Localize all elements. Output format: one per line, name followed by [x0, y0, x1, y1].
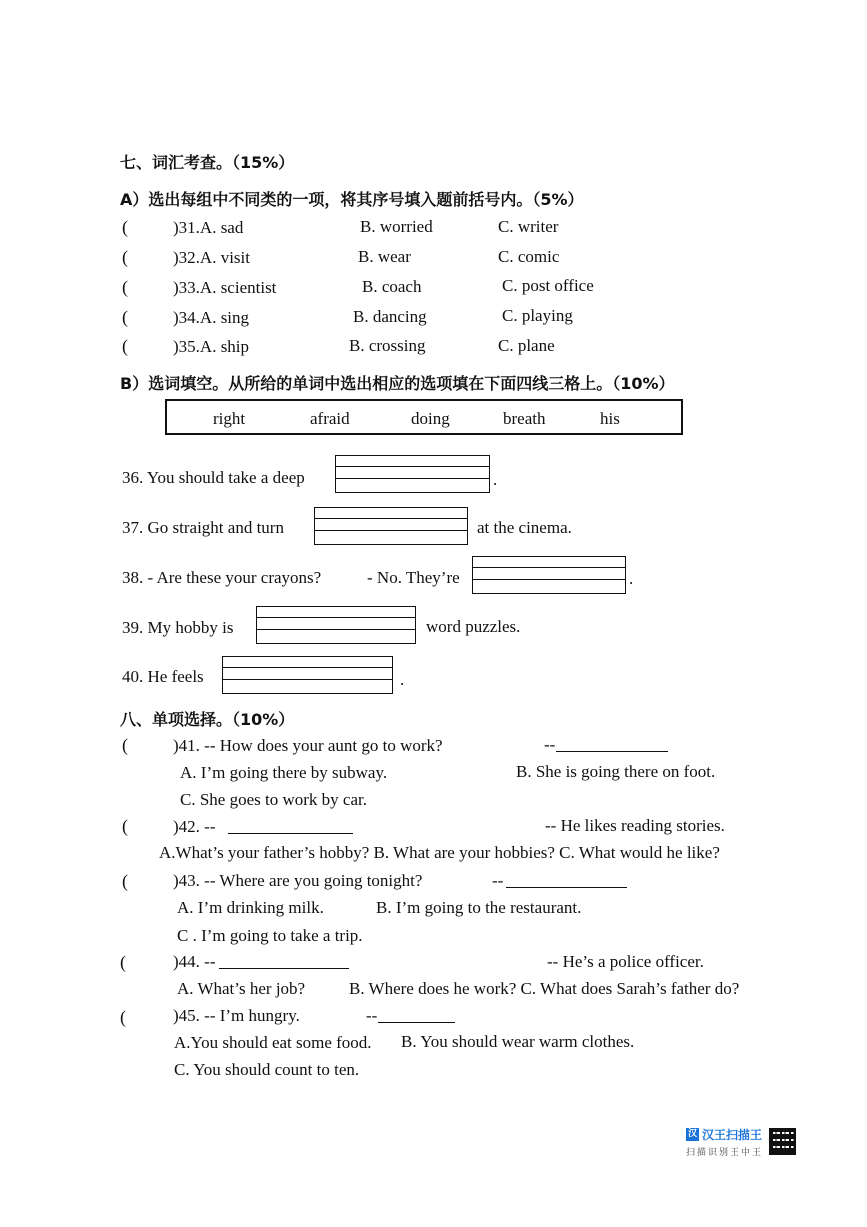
answer-paren[interactable]: ( [120, 952, 126, 972]
option-c: C. playing [502, 306, 573, 325]
option-b: B. She is going there on foot. [516, 762, 716, 781]
question-text: )34.A. sing [173, 308, 250, 327]
word-bank-item: right [213, 409, 246, 428]
question-44-text: )44. -- [173, 952, 216, 971]
option-c: C. plane [498, 336, 555, 355]
answer-paren[interactable]: ( [122, 871, 128, 891]
option-b: B. worried [360, 217, 433, 236]
question-36-text: 36. You should take a deep [122, 468, 305, 487]
option-b: B. wear [358, 247, 411, 266]
question-36-end: . [493, 470, 498, 489]
word-bank-item: doing [411, 409, 450, 428]
response-dash: -- [492, 871, 504, 890]
answer-blank[interactable] [556, 751, 668, 752]
question-45-text: )45. -- I’m hungry. [173, 1006, 300, 1025]
section-7-title: 七、词汇考查。（15%） [120, 153, 295, 172]
word-bank-item: his [600, 409, 620, 428]
option-a: A. What’s her job? [177, 979, 306, 998]
answer-paren[interactable]: ( [122, 277, 128, 297]
option-c: C. comic [498, 247, 560, 266]
question-42-options: A.What’s your father’s hobby? B. What are your hobbies? C. What would he like? [159, 843, 720, 862]
answer-blank[interactable] [506, 887, 627, 888]
answer-paren[interactable]: ( [122, 336, 128, 356]
four-line-grid[interactable] [256, 606, 416, 644]
answer-paren[interactable]: ( [122, 247, 128, 267]
option-c: C. You should count to ten. [174, 1060, 360, 1079]
question-text: )33.A. scientist [173, 278, 277, 297]
response-dash: -- [544, 735, 556, 754]
option-c: C. post office [502, 276, 594, 295]
question-text: )31.A. sad [173, 218, 244, 237]
question-text: )35.A. ship [173, 337, 250, 356]
question-42-text: )42. -- [173, 817, 216, 836]
four-line-grid[interactable] [314, 507, 468, 545]
word-bank [165, 399, 683, 435]
question-37-text: 37. Go straight and turn [122, 518, 284, 537]
answer-blank[interactable] [219, 968, 349, 969]
question-39-text: 39. My hobby is [122, 618, 234, 637]
option-a: A. I’m drinking milk. [177, 898, 324, 917]
question-43-text: )43. -- Where are you going tonight? [173, 871, 423, 890]
option-b: B. Where does he work? C. What does Sarah’s father do? [349, 979, 740, 998]
question-38-text: 38. - Are these your crayons? [122, 568, 322, 587]
question-text: )32.A. visit [173, 248, 250, 267]
question-39-end: word puzzles. [426, 617, 521, 636]
option-b: B. dancing [353, 307, 427, 326]
qr-code-icon [769, 1128, 796, 1155]
scanner-slogan: 扫描识别王中王 [686, 1148, 764, 1158]
word-bank-item: breath [503, 409, 546, 428]
question-42-response: -- He likes reading stories. [545, 816, 725, 835]
answer-paren[interactable]: ( [120, 1007, 126, 1027]
answer-paren[interactable]: ( [122, 735, 128, 755]
answer-blank[interactable] [378, 1022, 455, 1023]
answer-paren[interactable]: ( [122, 217, 128, 237]
question-41-text: )41. -- How does your aunt go to work? [173, 736, 443, 755]
scanner-icon: 汉 [687, 1129, 697, 1139]
question-38-end: . [629, 569, 634, 588]
option-b: B. coach [362, 277, 422, 296]
option-b: B. You should wear warm clothes. [401, 1032, 635, 1051]
word-bank-item: afraid [310, 409, 350, 428]
option-a: A.You should eat some food. [174, 1033, 372, 1052]
four-line-grid[interactable] [335, 455, 490, 493]
option-c: C . I’m going to take a trip. [177, 926, 363, 945]
four-line-grid[interactable] [222, 656, 393, 694]
answer-paren[interactable]: ( [122, 816, 128, 836]
question-37-end: at the cinema. [477, 518, 572, 537]
option-c: C. writer [498, 217, 559, 236]
question-44-response: -- He’s a police officer. [547, 952, 704, 971]
scanner-name: 汉王扫描王 [702, 1128, 763, 1142]
option-b: B. I’m going to the restaurant. [376, 898, 582, 917]
option-c: C. She goes to work by car. [180, 790, 367, 809]
answer-paren[interactable]: ( [122, 307, 128, 327]
question-40-end: . [400, 670, 405, 689]
question-40-text: 40. He feels [122, 667, 204, 686]
question-38-reply: - No. They’re [367, 568, 460, 587]
part-b-title: B）选词填空。从所给的单词中选出相应的选项填在下面四线三格上。（10%） [120, 374, 675, 393]
section-8-title: 八、单项选择。（10%） [120, 710, 295, 729]
option-a: A. I’m going there by subway. [180, 763, 388, 782]
option-b: B. crossing [349, 336, 426, 355]
answer-blank[interactable] [228, 833, 353, 834]
response-dash: -- [366, 1006, 378, 1025]
part-a-title: A）选出每组中不同类的一项，将其序号填入题前括号内。（5%） [120, 190, 584, 209]
four-line-grid[interactable] [472, 556, 626, 594]
